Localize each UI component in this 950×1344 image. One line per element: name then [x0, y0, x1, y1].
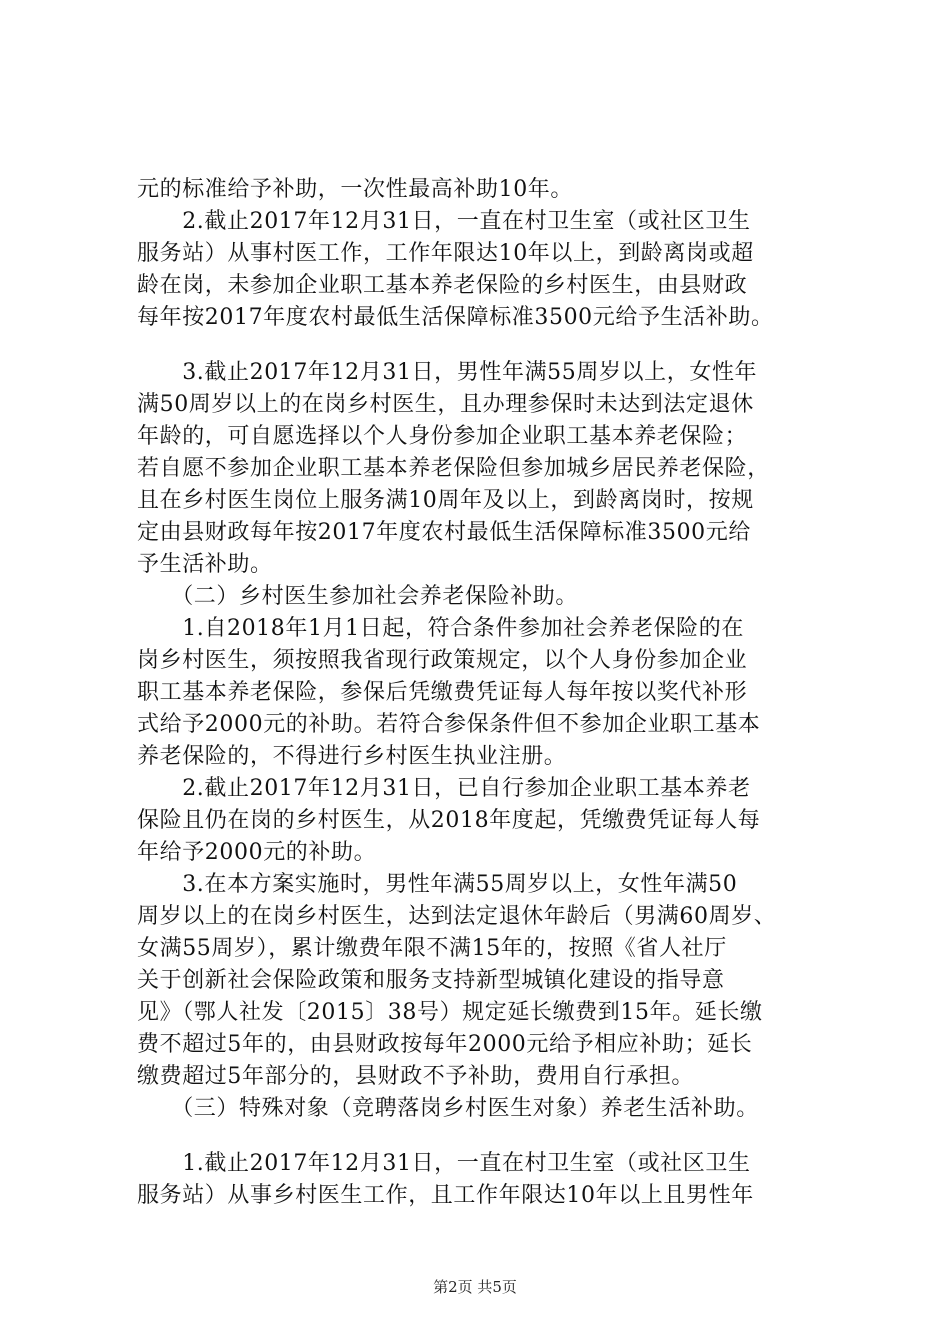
text-line: 每年按2017年度农村最低生活保障标准3500元给予生活补助。 — [137, 305, 774, 330]
page-number-footer: 第2页 共5页 — [433, 1278, 517, 1296]
text-line: 2.截止2017年12月31日，一直在村卫生室（或社区卫生 — [137, 209, 751, 234]
text-line: 养老保险的，不得进行乡村医生执业注册。 — [137, 744, 567, 769]
text-line: 缴费超过5年部分的，县财政不予补助，费用自行承担。 — [137, 1064, 694, 1089]
text-line: 若自愿不参加企业职工基本养老保险但参加城乡居民养老保险， — [137, 456, 770, 481]
section-heading: （三）特殊对象（竞聘落岗乡村医生对象）养老生活补助。 — [137, 1096, 759, 1121]
text-line: 3.截止2017年12月31日，男性年满55周岁以上，女性年 — [137, 360, 758, 385]
text-line: 元的标准给予补助，一次性最高补助10年。 — [137, 177, 573, 202]
text-line: 关于创新社会保险政策和服务支持新型城镇化建设的指导意 — [137, 968, 725, 993]
text-line: 职工基本养老保险，参保后凭缴费凭证每人每年按以奖代补形 — [137, 680, 748, 705]
text-line: 费不超过5年的，由县财政按每年2000元给予相应补助；延长 — [137, 1032, 753, 1057]
text-line: 1.截止2017年12月31日，一直在村卫生室（或社区卫生 — [137, 1151, 751, 1176]
text-line: 2.截止2017年12月31日，已自行参加企业职工基本养老 — [137, 776, 751, 801]
text-line: 予生活补助。 — [137, 552, 273, 577]
text-line: 服务站）从事村医工作，工作年限达10年以上，到龄离岗或超 — [137, 241, 754, 266]
text-line: 服务站）从事乡村医生工作，且工作年限达10年以上且男性年 — [137, 1183, 754, 1208]
text-line: 年龄的，可自愿选择以个人身份参加企业职工基本养老保险； — [137, 424, 748, 449]
text-line: 定由县财政每年按2017年度农村最低生活保障标准3500元给 — [137, 520, 751, 545]
text-line: 岗乡村医生，须按照我省现行政策规定，以个人身份参加企业 — [137, 648, 748, 673]
text-line: 且在乡村医生岗位上服务满10周年及以上，到龄离岗时，按规 — [137, 488, 754, 513]
text-line: 3.在本方案实施时，男性年满55周岁以上，女性年满50 — [137, 872, 738, 897]
text-line: 年给予2000元的补助。 — [137, 840, 377, 865]
text-line: 式给予2000元的补助。若符合参保条件但不参加企业职工基本 — [137, 712, 761, 737]
text-line: 1.自2018年1月1日起，符合条件参加社会养老保险的在 — [137, 616, 744, 641]
text-line: 见》（鄂人社发〔2015〕38号）规定延长缴费到15年。延长缴 — [137, 1000, 763, 1025]
text-line: 保险且仍在岗的乡村医生，从2018年度起，凭缴费凭证每人每 — [137, 808, 761, 833]
text-line: 周岁以上的在岗乡村医生，达到法定退休年龄后（男满60周岁、 — [137, 904, 777, 929]
text-line: 龄在岗，未参加企业职工基本养老保险的乡村医生，由县财政 — [137, 273, 748, 298]
text-line: 满50周岁以上的在岗乡村医生，且办理参保时未达到法定退休 — [137, 392, 754, 417]
text-line: 女满55周岁），累计缴费年限不满15年的，按照《省人社厅 — [137, 936, 727, 961]
section-heading: （二）乡村医生参加社会养老保险补助。 — [137, 584, 579, 609]
